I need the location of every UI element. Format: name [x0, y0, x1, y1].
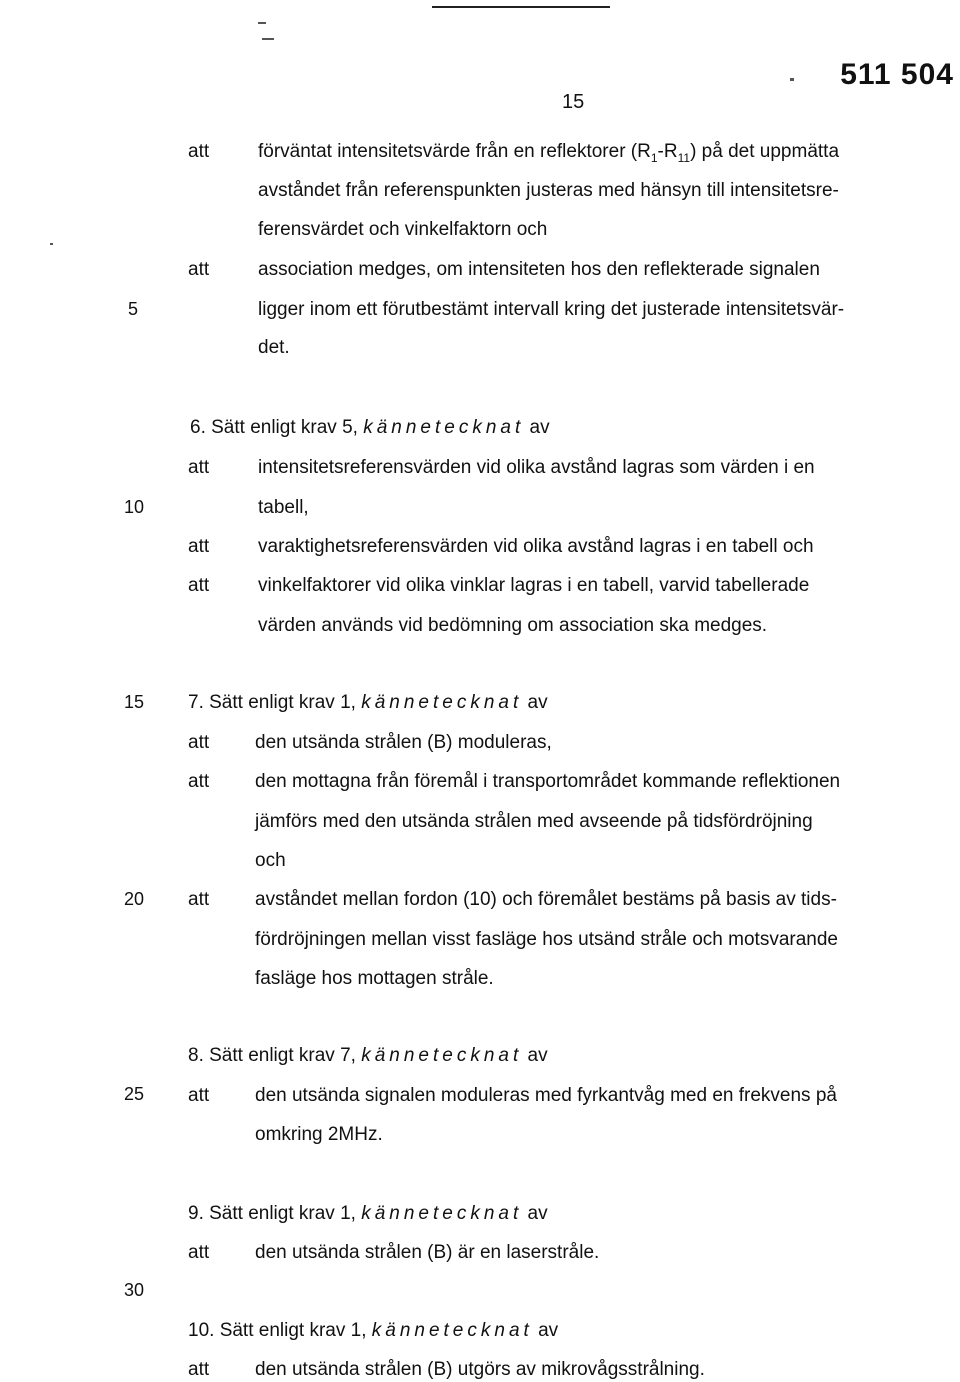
characterizing-term: kännetecknat	[363, 417, 525, 438]
characterizing-term: kännetecknat	[361, 1203, 523, 1224]
att-marker: att	[188, 771, 210, 792]
claim-text-line: den utsända signalen moduleras med fyrkantvåg med en frekvens på	[255, 1085, 837, 1106]
line-number-15: 15	[124, 692, 145, 712]
scan-top-rule	[432, 6, 610, 8]
scan-speck	[50, 243, 53, 245]
att-marker: att	[188, 259, 210, 280]
att-marker: att	[188, 457, 210, 478]
claim-text-line: den utsända strålen (B) är en laserstråle.	[255, 1242, 600, 1263]
claim-text-line: den utsända strålen (B) utgörs av mikrovågsstrålning.	[255, 1359, 705, 1380]
claim-text-line: vinkelfaktorer vid olika vinklar lagras i en tabell, varvid tabellerade	[258, 575, 810, 596]
claim-text-line: fasläge hos mottagen stråle.	[255, 968, 494, 989]
characterizing-term: kännetecknat	[371, 1320, 533, 1341]
line-number-30: 30	[124, 1280, 145, 1300]
scan-speck	[262, 38, 274, 40]
line-number-5: 5	[128, 299, 139, 319]
att-marker: att	[188, 732, 210, 753]
claim-text-line: ferensvärdet och vinkelfaktorn och	[258, 219, 548, 240]
claim-10-heading: 10. Sätt enligt krav 1, kännetecknat av	[188, 1320, 559, 1341]
claim-text-line: avståndet mellan fordon (10) och föremålet bestäms på basis av tids-	[255, 889, 837, 910]
claim-text-line: ligger inom ett förutbestämt intervall kring det justerade intensitetsvär-	[258, 299, 845, 320]
claim-text-line: avståndet från referenspunkten justeras med hänsyn till intensitetsre-	[258, 180, 839, 201]
claim-text-line: omkring 2MHz.	[255, 1124, 383, 1145]
line-number-10: 10	[124, 497, 145, 517]
scan-speck	[258, 22, 266, 24]
characterizing-term: kännetecknat	[361, 692, 523, 713]
characterizing-term: kännetecknat	[361, 1045, 523, 1066]
att-marker: att	[188, 889, 210, 910]
claim-text-line: jämförs med den utsända strålen med avseende på tidsfördröjning	[255, 811, 813, 832]
att-marker: att	[188, 141, 210, 162]
claim-text-line: den mottagna från föremål i transportområdet kommande reflektionen	[255, 771, 841, 792]
claim-6-heading: 6. Sätt enligt krav 5, kännetecknat av	[190, 417, 550, 438]
claim-text-line: förväntat intensitetsvärde från en reflektorer $(R_1-R_{11})$ på det uppmätta	[258, 141, 840, 165]
att-marker: att	[188, 575, 210, 596]
att-marker: att	[188, 536, 210, 557]
claim-text-line: den utsända strålen (B) moduleras,	[255, 732, 552, 753]
claim-9-heading: 9. Sätt enligt krav 1, kännetecknat av	[188, 1203, 548, 1224]
claim-text-line: intensitetsreferensvärden vid olika avstånd lagras som värden i en	[258, 457, 815, 478]
claim-8-heading: 8. Sätt enligt krav 7, kännetecknat av	[188, 1045, 548, 1066]
claim-text-line: association medges, om intensiteten hos den reflekterade signalen	[258, 259, 820, 280]
line-number-25: 25	[124, 1084, 145, 1104]
page-number: 15	[562, 91, 585, 113]
att-marker: att	[188, 1359, 210, 1380]
patent-number: 511 504	[840, 58, 954, 91]
claim-text-line: och	[255, 850, 286, 871]
claim-text-line: varaktighetsreferensvärden vid olika avstånd lagras i en tabell och	[258, 536, 814, 557]
att-marker: att	[188, 1085, 210, 1106]
claim-7-heading: 7. Sätt enligt krav 1, kännetecknat av	[188, 692, 548, 713]
claim-text-line: fördröjningen mellan visst fasläge hos utsänd stråle och motsvarande	[255, 929, 838, 950]
claim-text-line: det.	[258, 337, 290, 358]
claim-text-line: värden används vid bedömning om association ska medges.	[258, 615, 768, 636]
claim-text-line: tabell,	[258, 497, 309, 518]
scan-speck	[790, 78, 794, 81]
att-marker: att	[188, 1242, 210, 1263]
line-number-20: 20	[124, 889, 145, 909]
